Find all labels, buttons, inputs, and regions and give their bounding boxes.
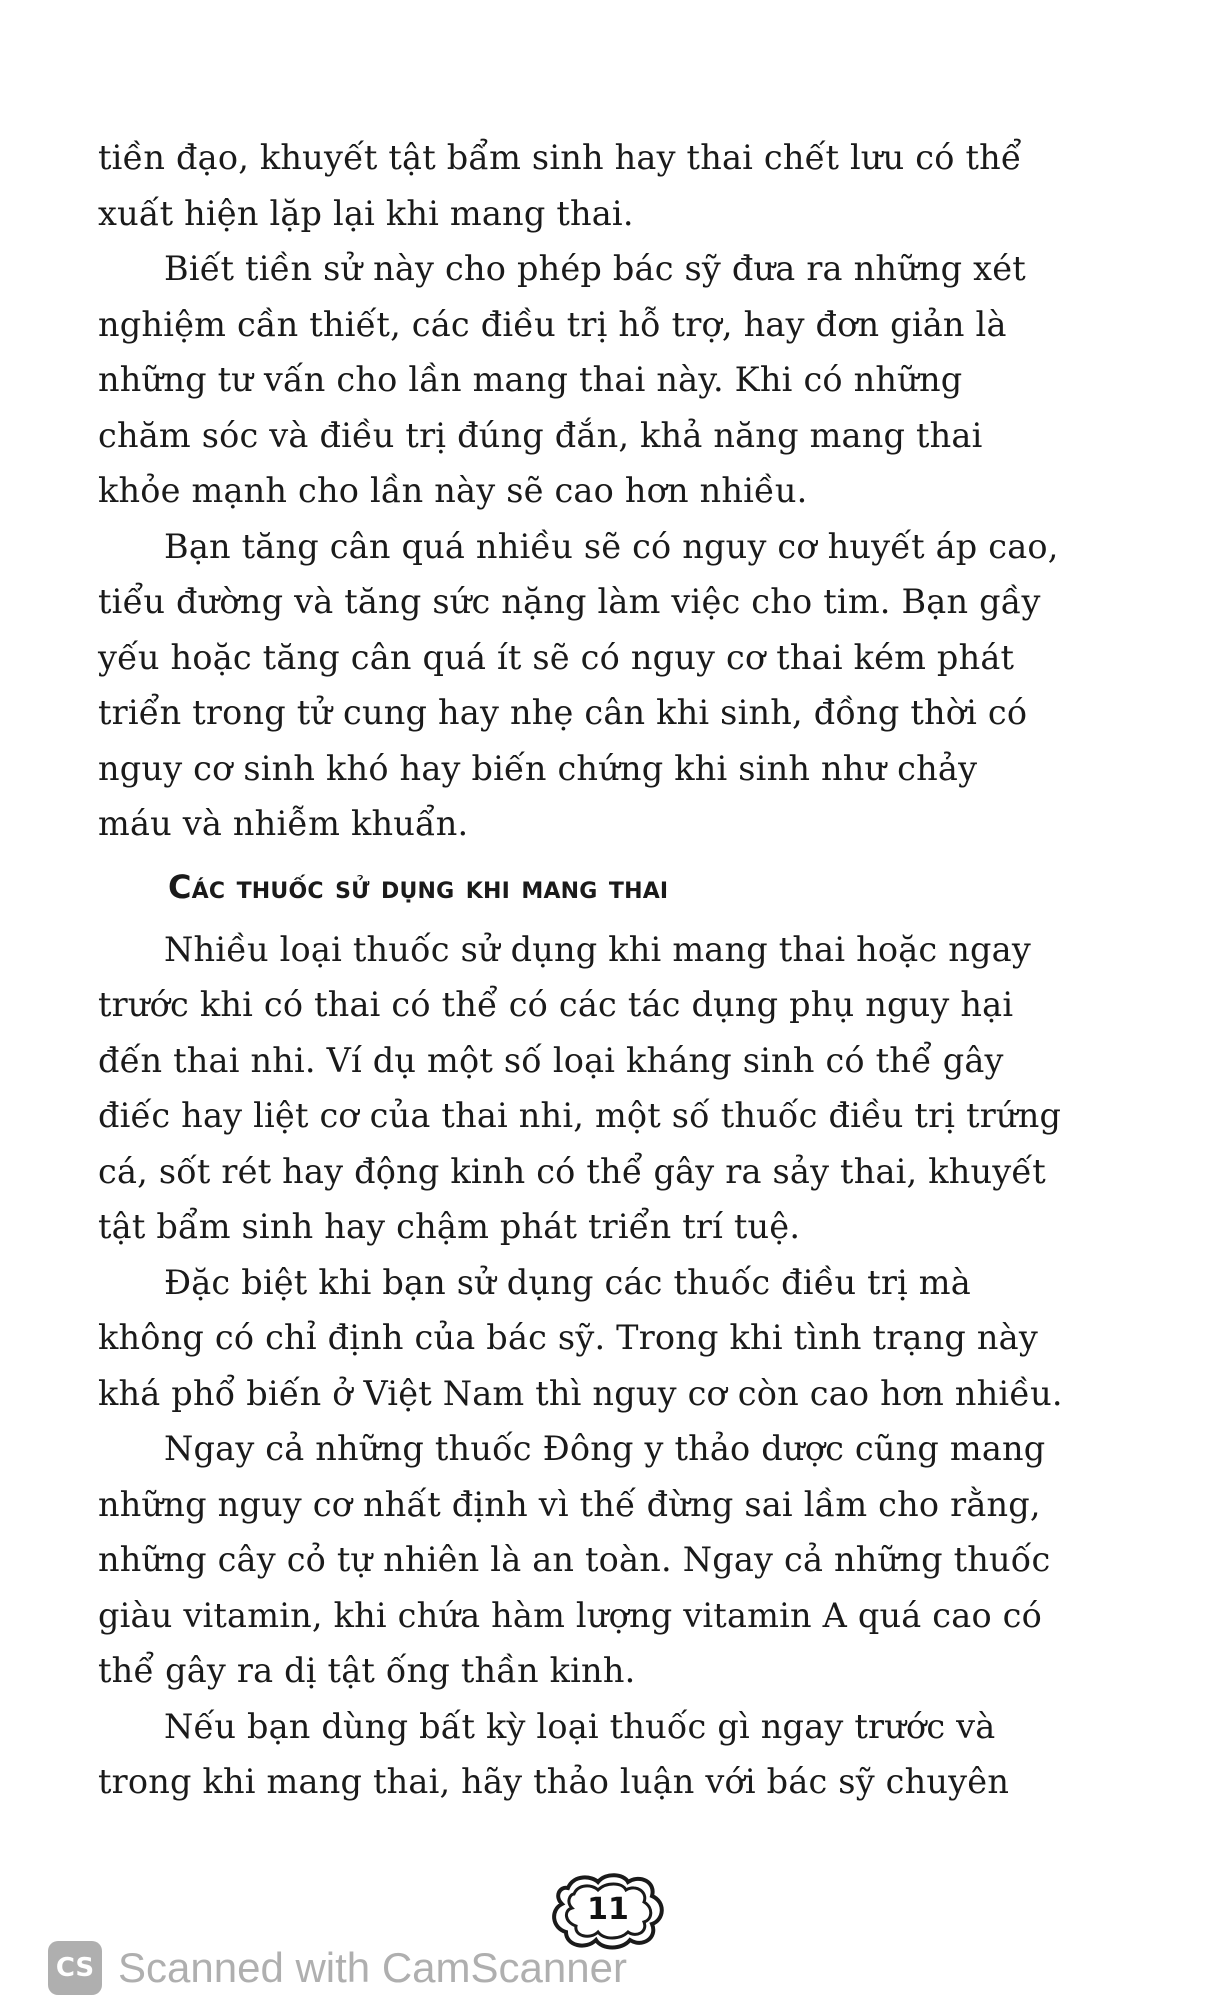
section-heading-text: Các thuốc sử dụng khi mang thai [168,867,669,906]
text-line: cá, sốt rét hay động kinh có thể gây ra sảy thai, khuyết [98,1151,1046,1191]
text-line: Bạn tăng cân quá nhiều sẽ có nguy cơ huyết áp cao, [164,526,1059,566]
page-body [98,130,1098,1810]
camscanner-logo-icon: CS [48,1941,102,1995]
text-line: tiểu đường và tăng sức nặng làm việc cho tim. Bạn gầy [98,582,1041,621]
text-line: Biết tiền sử này cho phép bác sỹ đưa ra những xét [164,249,1026,288]
text-line: giàu vitamin, khi chứa hàm lượng vitamin A quá cao có [98,1595,1042,1635]
scanner-watermark [48,1938,627,1998]
text-line: thể gây ra dị tật ống thần kinh. [98,1651,636,1690]
text-line: khá phổ biến ở Việt Nam thì nguy cơ còn cao hơn nhiều. [98,1373,1063,1413]
text-line: nguy cơ sinh khó hay biến chứng khi sinh như chảy [98,748,978,788]
watermark-text: Scanned with CamScanner [118,1944,627,1991]
text-line: trước khi có thai có thể có các tác dụng phụ nguy hại [98,985,1014,1024]
text-line: những nguy cơ nhất định vì thế đừng sai lầm cho rằng, [98,1484,1041,1524]
text-line: Nếu bạn dùng bất kỳ loại thuốc gì ngay trước và [164,1706,996,1746]
text-line: chăm sóc và điều trị đúng đắn, khả năng mang thai [98,415,983,455]
text-line: nghiệm cần thiết, các điều trị hỗ trợ, hay đơn giản là [98,304,1007,344]
text-line: triển trong tử cung hay nhẹ cân khi sinh, đồng thời có [98,693,1028,732]
text-line: những tư vấn cho lần mang thai này. Khi có những [98,360,963,399]
text-line: đến thai nhi. Ví dụ một số loại kháng sinh có thể gây [98,1040,1004,1080]
text-line: Nhiều loại thuốc sử dụng khi mang thai hoặc ngay [164,929,1031,969]
text-line: Ngay cả những thuốc Đông y thảo dược cũng mang [164,1429,1046,1468]
text-line: tiền đạo, khuyết tật bẩm sinh hay thai chết lưu có thể [98,138,1022,177]
page-number: 11 [587,1892,629,1927]
text-line: những cây cỏ tự nhiên là an toàn. Ngay cả những thuốc [98,1540,1051,1579]
section-heading [98,856,1098,918]
text-line: trong khi mang thai, hãy thảo luận với bác sỹ chuyên [98,1762,1010,1801]
text-line: khỏe mạnh cho lần này sẽ cao hơn nhiều. [98,471,808,510]
text-line: không có chỉ định của bác sỹ. Trong khi tình trạng này [98,1318,1038,1357]
text-line: yếu hoặc tăng cân quá ít sẽ có nguy cơ thai kém phát [98,637,1015,677]
text-line: Đặc biệt khi bạn sử dụng các thuốc điều trị mà [164,1262,971,1302]
text-line: xuất hiện lặp lại khi mang thai. [98,193,634,233]
text-line: máu và nhiễm khuẩn. [98,804,469,843]
text-line: tật bẩm sinh hay chậm phát triển trí tuệ. [98,1207,801,1246]
text-line: điếc hay liệt cơ của thai nhi, một số thuốc điều trị trứng [98,1096,1062,1135]
